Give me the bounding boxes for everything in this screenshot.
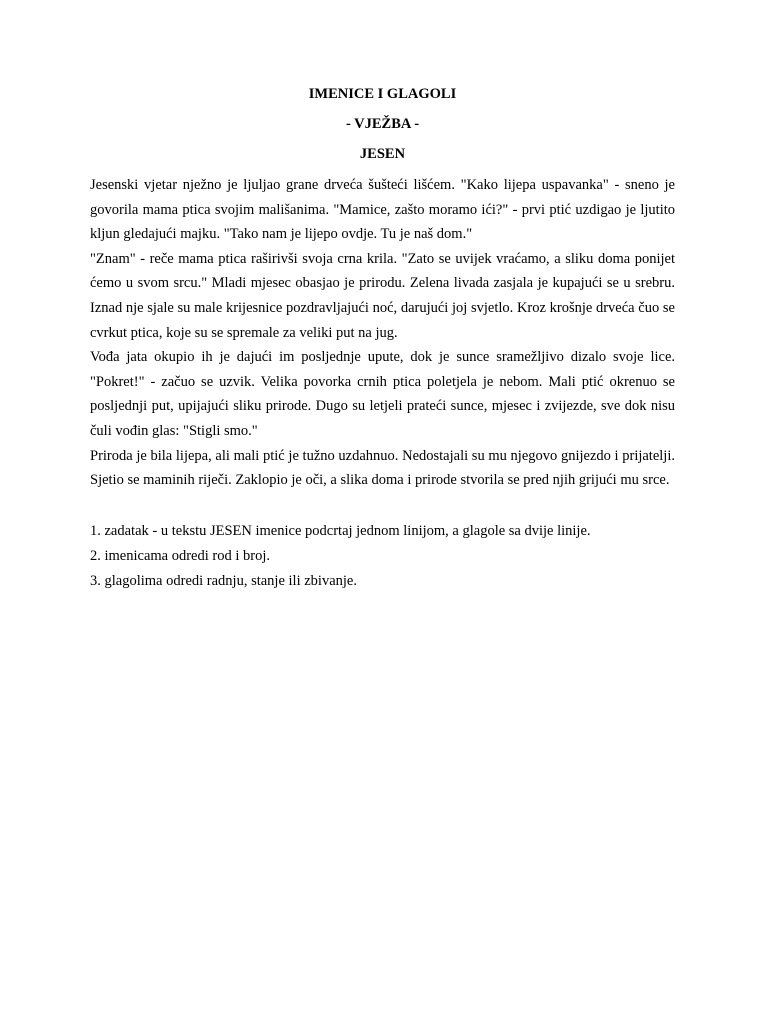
story-paragraph: Vođa jata okupio ih je dajući im posljednje upute, dok je sunce sramežljivo dizalo svoje lice. "Pokret!" - začuo se uzvik. Velika povorka crnih ptica poletjela je nebom. Mali ptić okrenuo se posljednji put, upijajući sliku prirode. Dugo su letjeli prateći sunce, mjesec i zvijezde, sve dok nisu čuli vođin glas: "Stigli smo.": [90, 349, 675, 439]
task-item: 2. imenicama odredi rod i broj.: [90, 547, 270, 564]
task-item: 1. zadatak - u tekstu JESEN imenice podcrtaj jednom linijom, a glagole sa dvije linije.: [90, 522, 591, 539]
document-title: IMENICE I GLAGOLI: [308, 86, 457, 102]
task-list: [90, 519, 675, 594]
story-paragraph: Jesenski vjetar nježno je ljuljao grane drveća šušteći lišćem. "Kako lijepa uspavanka" - sneno je govorila mama ptica svojim mališanima. "Mamice, zašto moramo ići?" - prvi ptić uzdigao je ljutito kljun gledajući majku. "Tako nam je lijepo ovdje. Tu je naš dom.": [90, 177, 675, 243]
story-text: [90, 173, 675, 493]
task-item: 3. glagolima odredi radnju, stanje ili zbivanje.: [90, 572, 357, 589]
story-paragraph: Priroda je bila lijepa, ali mali ptić je tužno uzdahnuo. Nedostajali su mu njegovo gnijezdo i prijatelji. Sjetio se maminih riječi. Zaklopio je oči, a slika doma i prirode stvorila se pred njih grijući mu srce.: [90, 447, 675, 489]
document-page: [90, 84, 675, 594]
story-paragraph: "Znam" - reče mama ptica raširivši svoja crna krila. "Zato se uvijek vraćamo, a sliku doma ponijet ćemo u svom srcu." Mladi mjesec obasjao je prirodu. Zelena livada zasjala je kupajući se u srebru. Iznad nje sjale su male krijesnice pozdravljajući noć, darujući joj svjetlo. Kroz krošnje drveća čuo se cvrkut ptica, koje su se spremale za veliki put na jug.: [90, 250, 675, 341]
document-subtitle: - VJEŽBA -: [345, 116, 420, 132]
story-title: JESEN: [359, 146, 406, 162]
